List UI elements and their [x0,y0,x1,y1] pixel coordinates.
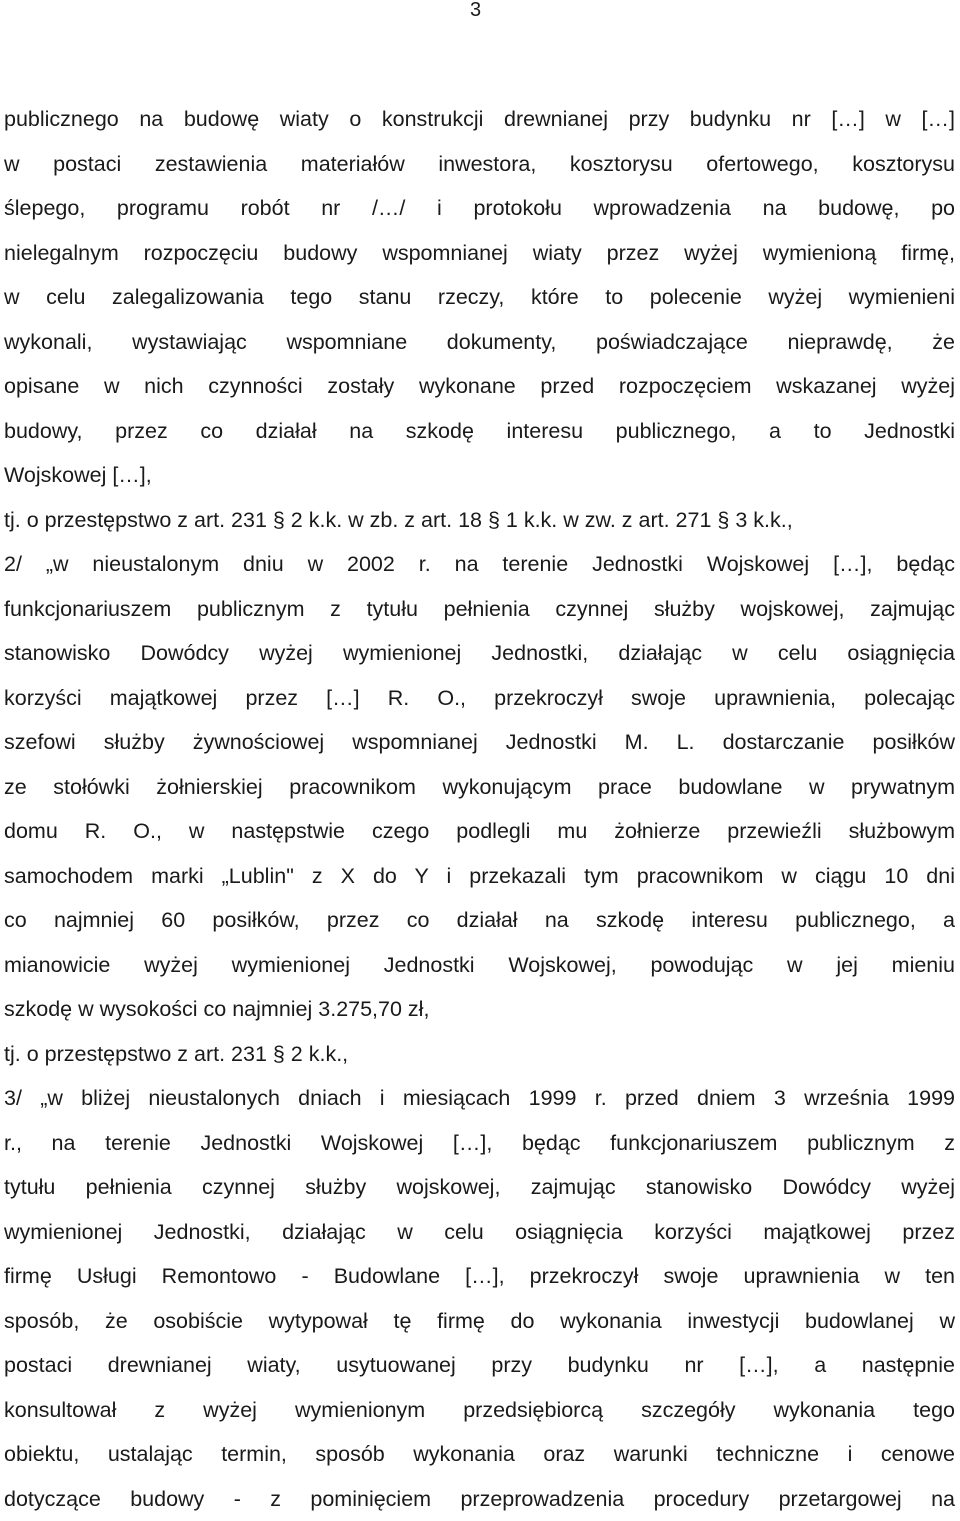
text-line: tj. o przestępstwo z art. 231 § 2 k.k. w zb. z art. 18 § 1 k.k. w zw. z art. 271 § 3 k.k., [4,498,955,543]
text-line: nielegalnym rozpoczęciu budowy wspomnianej wiaty przez wyżej wymienioną firmę, [4,231,955,276]
text-line: tj. o przestępstwo z art. 231 § 2 k.k., [4,1032,955,1077]
text-line: stanowisko Dowódcy wyżej wymienionej Jednostki, działając w celu osiągnięcia [4,631,955,676]
text-line: mianowicie wyżej wymienionej Jednostki Wojskowej, powodując w jej mieniu [4,943,955,988]
text-line: 2/ „w nieustalonym dniu w 2002 r. na terenie Jednostki Wojskowej […], będąc [4,542,955,587]
text-line: opisane w nich czynności zostały wykonane przed rozpoczęciem wskazanej wyżej [4,364,955,409]
text-line: ze stołówki żołnierskiej pracownikom wykonującym prace budowlane w prywatnym [4,765,955,810]
text-line: obiektu, ustalając termin, sposób wykonania oraz warunki techniczne i cenowe [4,1432,955,1477]
text-line: 3/ „w bliżej nieustalonych dniach i miesiącach 1999 r. przed dniem 3 września 1999 [4,1076,955,1121]
text-line: wykonali, wystawiając wspomniane dokumenty, poświadczające nieprawdę, że [4,320,955,365]
text-line: sposób, że osobiście wytypował tę firmę do wykonania inwestycji budowlanej w [4,1299,955,1344]
text-line: w celu zalegalizowania tego stanu rzeczy, które to polecenie wyżej wymienieni [4,275,955,320]
text-line: wymienionej Jednostki, działając w celu osiągnięcia korzyści majątkowej przez [4,1210,955,1255]
text-line: szefowi służby żywnościowej wspomnianej Jednostki M. L. dostarczanie posiłków [4,720,955,765]
text-line: konsultował z wyżej wymienionym przedsiębiorcą szczegóły wykonania tego [4,1388,955,1433]
text-line: domu R. O., w następstwie czego podlegli mu żołnierze przewieźli służbowym [4,809,955,854]
text-line: postaci drewnianej wiaty, usytuowanej przy budynku nr […], a następnie [4,1343,955,1388]
document-body [4,97,955,1521]
text-line: Wojskowej […], [4,453,955,498]
text-line: budowy, przez co działał na szkodę interesu publicznego, a to Jednostki [4,409,955,454]
text-line: tytułu pełnienia czynnej służby wojskowej, zajmując stanowisko Dowódcy wyżej [4,1165,955,1210]
text-line: w postaci zestawienia materiałów inwestora, kosztorysu ofertowego, kosztorysu [4,142,955,187]
text-line: szkodę w wysokości co najmniej 3.275,70 zł, [4,987,955,1032]
text-line: firmę Usługi Remontowo - Budowlane […], przekroczył swoje uprawnienia w ten [4,1254,955,1299]
text-line: co najmniej 60 posiłków, przez co działał na szkodę interesu publicznego, a [4,898,955,943]
page-number: 3 [470,0,481,20]
text-line: funkcjonariuszem publicznym z tytułu pełnienia czynnej służby wojskowej, zajmując [4,587,955,632]
text-line: dotyczące budowy - z pominięciem przeprowadzenia procedury przetargowej na [4,1477,955,1521]
text-line: r., na terenie Jednostki Wojskowej […], będąc funkcjonariuszem publicznym z [4,1121,955,1166]
text-line: publicznego na budowę wiaty o konstrukcji drewnianej przy budynku nr […] w […] [4,97,955,142]
text-line: samochodem marki „Lublin" z X do Y i przekazali tym pracownikom w ciągu 10 dni [4,854,955,899]
text-line: korzyści majątkowej przez […] R. O., przekroczył swoje uprawnienia, polecając [4,676,955,721]
text-line: ślepego, programu robót nr /…/ i protokołu wprowadzenia na budowę, po [4,186,955,231]
